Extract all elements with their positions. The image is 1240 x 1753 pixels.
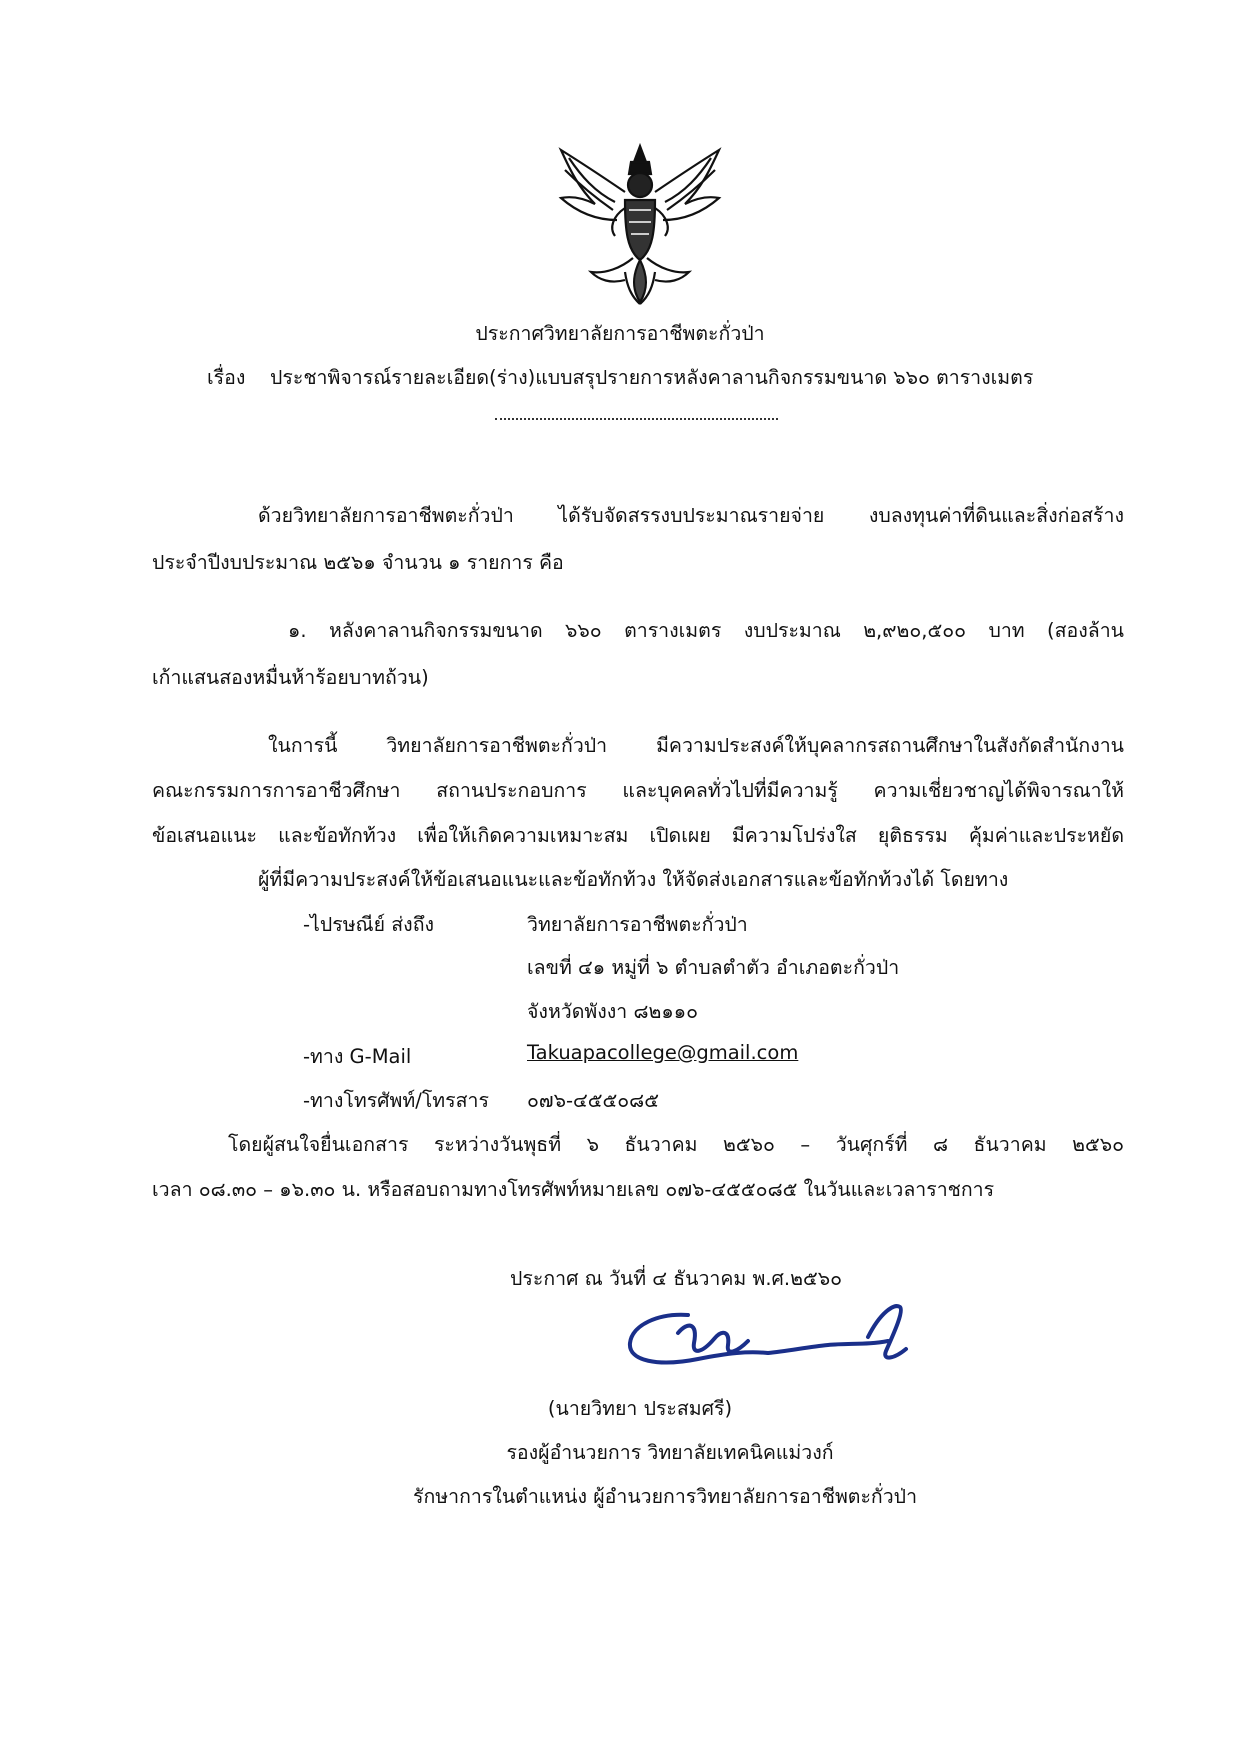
paragraph-2-line-2: คณะกรรมการการอาชีวศึกษา สถานประกอบการ และบุคคลทั่วไปที่มีความรู้ ความเชี่ยวชาญได้พิจารณาให้ [152,779,1124,802]
post-address-line-2: เลขที่ ๔๑ หมู่ที่ ๖ ตำบลตำตัว อำเภอตะกั่วป่า [527,956,900,979]
subject-label: เรื่อง [207,366,246,389]
post-address-line-1: วิทยาลัยการอาชีพตะกั่วป่า [527,913,748,936]
title-separator [495,418,778,420]
paragraph-2-line-3: ข้อเสนอแนะ และข้อทักท้วง เพื่อให้เกิดความเหมาะสม เปิดเผย มีความโปร่งใส ยุติธรรม คุ้มค่าและประหยัด [152,824,1124,847]
paragraph-3-line-1: ผู้ที่มีความประสงค์ให้ข้อเสนอแนะและข้อทักท้วง ให้จัดส่งเอกสารและข้อทักท้วงได้ โดยทาง [258,868,1009,891]
signer-position: รองผู้อำนวยการ วิทยาลัยเทคนิคแม่วงก์ [506,1441,834,1464]
signer-acting-position: รักษาการในตำแหน่ง ผู้อำนวยการวิทยาลัยการอาชีพตะกั่วป่า [412,1485,918,1508]
item-1-line-2: เก้าแสนสองหมื่นห้าร้อยบาทถ้วน) [152,666,429,689]
signature-icon [618,1293,938,1383]
garuda-emblem-icon [555,140,725,308]
phone-label: -ทางโทรศัพท์/โทรสาร [303,1089,489,1112]
post-label: -ไปรษณีย์ ส่งถึง [303,913,435,936]
signer-name: (นายวิทยา ประสมศรี) [547,1397,733,1420]
email-link[interactable]: Takuapacollege@gmail.com [527,1041,799,1064]
paragraph-1-line-1: ด้วยวิทยาลัยการอาชีพตะกั่วป่า ได้รับจัดสรรงบประมาณรายจ่าย งบลงทุนค่าที่ดินและสิ่งก่อสร้าง [258,504,1124,527]
item-1-line-1: ๑. หลังคาลานกิจกรรมขนาด ๖๖๐ ตารางเมตร งบประมาณ ๒,๙๒๐,๕๐๐ บาท (สองล้าน [288,619,1124,642]
email-label: -ทาง G-Mail [303,1045,412,1068]
announcement-date: ประกาศ ณ วันที่ ๔ ธันวาคม พ.ศ.๒๕๖๐ [510,1267,842,1290]
paragraph-1-line-2: ประจำปีงบประมาณ ๒๕๖๑ จำนวน ๑ รายการ คือ [152,551,564,574]
post-address-line-3: จังหวัดพังงา ๘๒๑๑๐ [527,1000,699,1023]
page-title: ประกาศวิทยาลัยการอาชีพตะกั่วป่า [475,322,765,345]
submission-line-1: โดยผู้สนใจยื่นเอกสาร ระหว่างวันพุธที่ ๖ ธันวาคม ๒๕๖๐ – วันศุกร์ที่ ๘ ธันวาคม ๒๕๖๐ [228,1133,1124,1156]
paragraph-2-line-1: ในการนี้ วิทยาลัยการอาชีพตะกั่วป่า มีความประสงค์ให้บุคลากรสถานศึกษาในสังกัดสำนักงาน [268,734,1124,757]
submission-line-2: เวลา ๐๘.๓๐ – ๑๖.๓๐ น. หรือสอบถามทางโทรศัพท์หมายเลข ๐๗๖-๔๕๕๐๘๕ ในวันและเวลาราชการ [152,1178,995,1201]
subject-text: ประชาพิจารณ์รายละเอียด(ร่าง)แบบสรุปรายการหลังคาลานกิจกรรมขนาด ๖๖๐ ตารางเมตร [270,366,1034,389]
phone-number: ๐๗๖-๔๕๕๐๘๕ [527,1089,659,1112]
